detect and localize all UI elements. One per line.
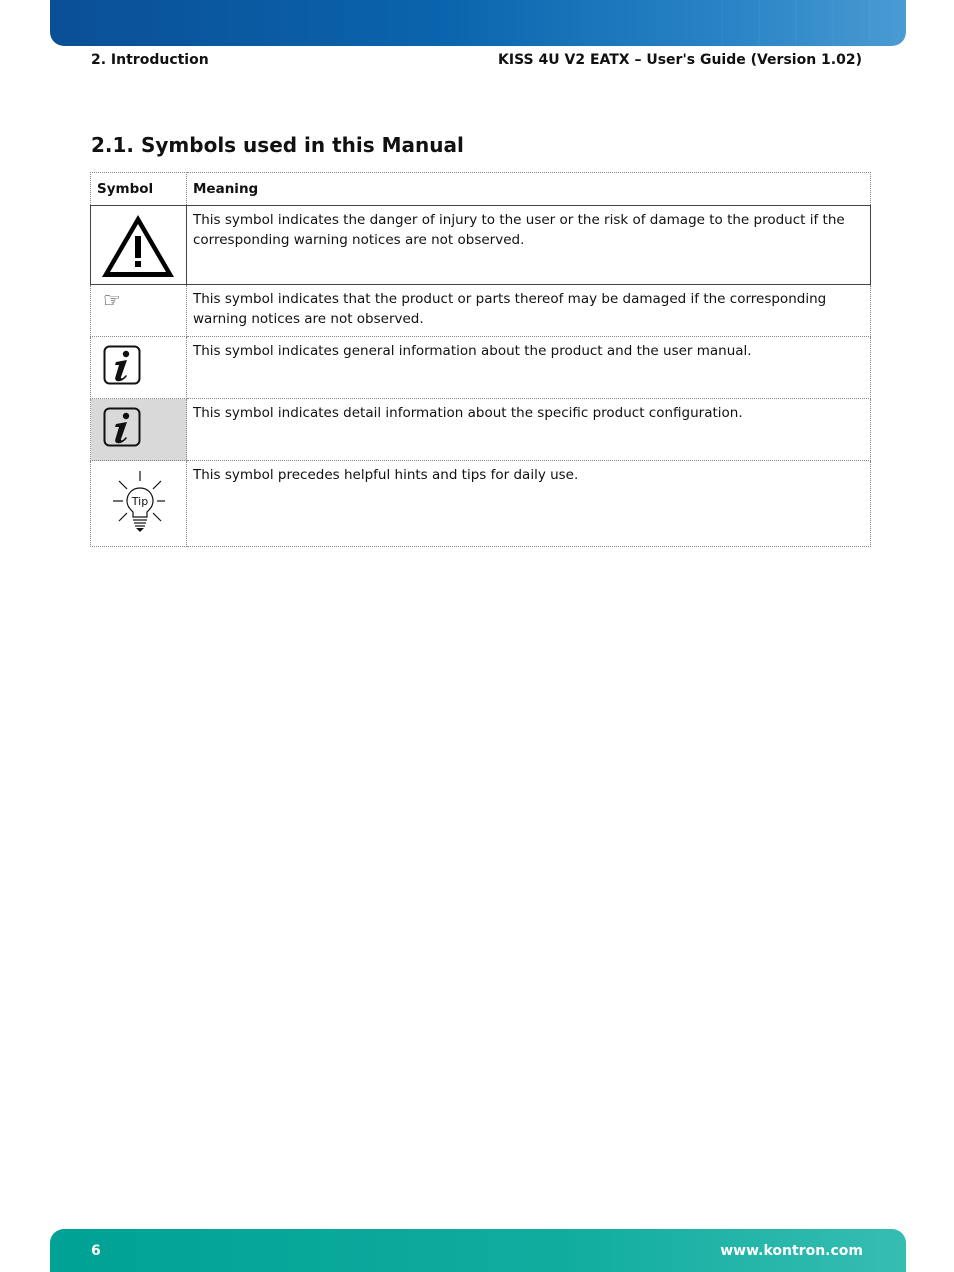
meaning-cell: This symbol indicates detail information about the specific product configuration. <box>187 399 871 461</box>
meaning-cell: This symbol indicates the danger of injury to the user or the risk of damage to the product if the corresponding warning notices are not observed. <box>187 206 871 285</box>
symbols-table <box>90 172 871 547</box>
column-header-meaning: Meaning <box>187 173 871 206</box>
info-detail-icon <box>103 407 141 447</box>
website-link[interactable]: www.kontron.com <box>720 1243 863 1259</box>
meaning-cell: This symbol indicates that the product or parts thereof may be damaged if the corresponding warning notices are not observed. <box>187 285 871 337</box>
meaning-cell: This symbol precedes helpful hints and tips for daily use. <box>187 461 871 547</box>
table-row <box>91 337 871 399</box>
table-row <box>91 285 871 337</box>
info-icon <box>103 345 141 385</box>
table-header-row <box>91 173 871 206</box>
header-banner <box>50 0 906 46</box>
document-title: KISS 4U V2 EATX – User's Guide (Version 1.02) <box>498 52 862 68</box>
symbol-cell <box>91 337 187 399</box>
symbol-cell <box>91 285 187 337</box>
section-title: 2.1. Symbols used in this Manual <box>91 133 464 157</box>
page-number: 6 <box>91 1243 101 1259</box>
chapter-label: 2. Introduction <box>91 52 209 68</box>
table-row <box>91 206 871 285</box>
tip-bulb-icon <box>103 469 165 535</box>
pointing-hand-icon: ☞ <box>103 288 121 312</box>
symbol-cell <box>91 399 187 461</box>
table-row <box>91 461 871 547</box>
symbol-cell <box>91 461 187 547</box>
meaning-cell: This symbol indicates general information about the product and the user manual. <box>187 337 871 399</box>
warning-triangle-icon <box>99 212 177 280</box>
column-header-symbol: Symbol <box>91 173 187 206</box>
symbol-cell <box>91 206 187 285</box>
tip-label: Tip <box>131 495 149 508</box>
table-row <box>91 399 871 461</box>
